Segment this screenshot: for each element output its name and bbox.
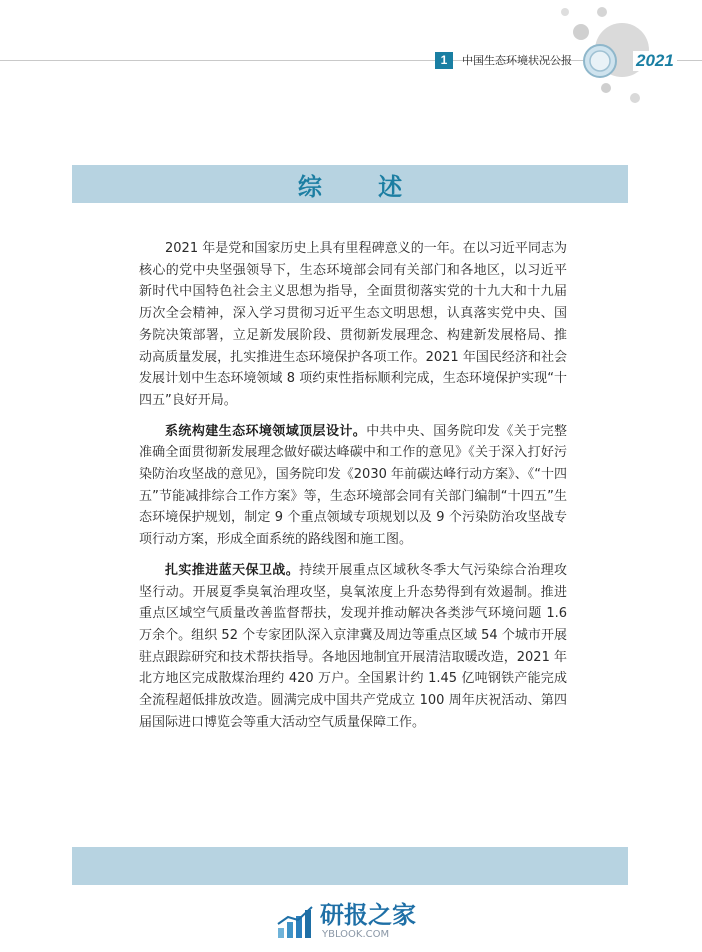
watermark-name: 研报之家 — [320, 901, 416, 929]
section-title-band — [72, 165, 628, 203]
paragraph — [139, 421, 567, 551]
paragraph — [139, 238, 567, 412]
body-text — [139, 238, 567, 742]
report-title: 中国生态环境状况公报 — [462, 54, 572, 67]
paragraph-text: 中共中央、国务院印发《关于完整准确全面贯彻新发展理念做好碳达峰碳中和工作的意见》《关于深入打好污染防治攻坚战的意见》，国务院印发《2030 年前碳达峰行动方案》、《“十四五”节能减排综合工作方案》等，生态环境部会同有关部门编制“十四五”生态环境保护规划，制定 9 个重点领域专项规划以及 9 个污染防治攻坚战专项行动方案，形成全面系统的路线图和施工图。 — [139, 423, 567, 548]
watermark-url: YBLOOK.COM — [322, 929, 390, 940]
report-year: 2021 — [633, 51, 677, 71]
paragraph-text: 持续开展重点区域秋冬季大气污染综合治理攻坚行动。开展夏季臭氧治理攻坚，臭氧浓度上升态势得到有效遏制。推进重点区域空气质量改善监督帮扶，发现并推动解决各类涉气环境问题 1.6 万余个。组织 52 个专家团队深入京津冀及周边等重点区域 54 个城市开展驻点跟踪研究和技术帮扶指导。各地因地制宜开展清洁取暖改造，2021 年北方地区完成散煤治理约 420 万户。全国累计约 1.45 亿吨钢铁产能完成全流程超低排放改造。圆满完成中国共产党成立 100 周年庆祝活动、第四届国际进口博览会等重大活动空气质量保障工作。 — [139, 562, 567, 730]
paragraph — [139, 560, 567, 734]
section-title: 综 述 — [297, 172, 427, 201]
paragraph-lead: 系统构建生态环境领域顶层设计。 — [165, 423, 367, 439]
bar-chart-icon — [276, 904, 316, 940]
watermark — [276, 900, 436, 944]
page-number-badge: 1 — [435, 52, 453, 69]
paragraph-text: 2021 年是党和国家历史上具有里程碑意义的一年。在以习近平同志为核心的党中央坚强领导下，生态环境部会同有关部门和各地区，以习近平新时代中国特色社会主义思想为指导，全面贯彻落实党的十九大和十九届历次全会精神，深入学习贯彻习近平生态文明思想，认真落实党中央、国务院决策部署，立足新发展阶段、贯彻新发展理念、构建新发展格局、推动高质量发展，扎实推进生态环境保护各项工作。2021 年国民经济和社会发展计划中生态环境领域 8 项约束性指标顺利完成，生态环境保护实现“十四五”良好开局。 — [139, 241, 567, 408]
footer-band — [72, 847, 628, 885]
paragraph-lead: 扎实推进蓝天保卫战。 — [165, 562, 300, 578]
